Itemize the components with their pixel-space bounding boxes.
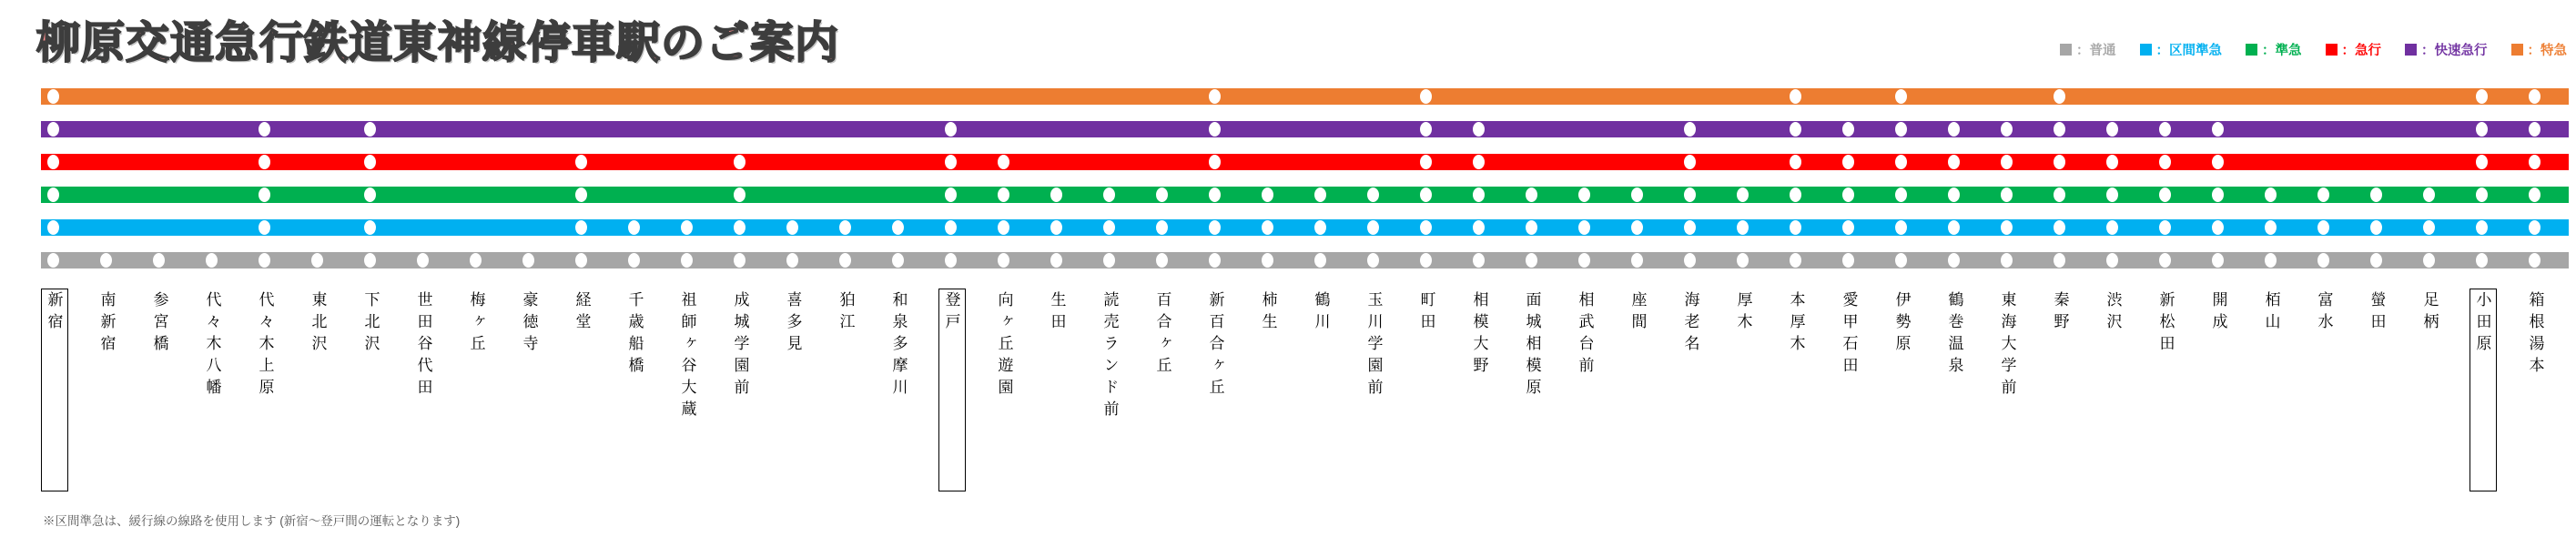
station-label: 箱根湯本 (2526, 291, 2544, 379)
station-stop-dot (1790, 220, 1801, 235)
station-stop-dot (1473, 253, 1485, 268)
station-stop-dot (2001, 220, 2013, 235)
station-stop-dot (1948, 155, 1960, 169)
station-label: 生田 (1048, 291, 1066, 335)
station-stop-dot (2265, 253, 2277, 268)
station-stop-dot (1895, 89, 1907, 104)
station-label: 栢山 (2262, 291, 2280, 335)
station-label: 千歳船橋 (625, 291, 644, 379)
station-stop-dot (2212, 220, 2224, 235)
station-stop-dot (2529, 187, 2541, 202)
station-label: 秦野 (2051, 291, 2069, 335)
station-stop-dot (1209, 89, 1221, 104)
station-stop-dot (628, 220, 640, 235)
station-stop-dot (1948, 122, 1960, 137)
station-label: 新松田 (2156, 291, 2175, 357)
legend-label: ：区間準急 (2155, 44, 2222, 58)
station-stop-dot (2106, 187, 2118, 202)
station-stop-dot (2529, 155, 2541, 169)
station-stop-dot (259, 122, 270, 137)
station-stop-dot (1473, 155, 1485, 169)
station-stop-dot (1526, 253, 1537, 268)
station-stop-dot (1790, 155, 1801, 169)
station-stop-dot (1684, 220, 1696, 235)
station-stop-dot (2265, 220, 2277, 235)
station-stop-dot (1790, 122, 1801, 137)
station-stop-dot (2317, 187, 2329, 202)
legend-label: ：準急 (2262, 44, 2302, 58)
station-stop-dot (153, 253, 165, 268)
station-stop-dot (786, 220, 798, 235)
legend-color-swatch (2140, 44, 2152, 56)
station-stop-dot (1420, 122, 1432, 137)
station-stop-dot (2159, 220, 2171, 235)
station-stop-dot (2529, 220, 2541, 235)
station-stop-dot (259, 253, 270, 268)
station-label: 愛甲石田 (1840, 291, 1858, 379)
station-stop-dot (417, 253, 429, 268)
station-stop-dot (998, 220, 1009, 235)
station-label: 玉川学園前 (1364, 291, 1383, 400)
legend-color-swatch (2246, 44, 2257, 56)
station-stop-dot (2106, 155, 2118, 169)
station-stop-dot (839, 253, 851, 268)
station-stop-dot (364, 187, 376, 202)
station-stop-dot (575, 220, 587, 235)
station-stop-dot (1156, 253, 1168, 268)
legend-color-swatch (2511, 44, 2523, 56)
service-line (41, 88, 2569, 105)
station-stop-dot (2159, 155, 2171, 169)
station-label: 開成 (2209, 291, 2227, 335)
station-stop-dot (734, 253, 745, 268)
station-label: 本厚木 (1787, 291, 1805, 357)
station-stop-dot (2476, 187, 2488, 202)
station-stop-dot (1420, 187, 1432, 202)
station-stop-dot (2001, 253, 2013, 268)
station-label: 向ヶ丘遊園 (995, 291, 1013, 400)
station-stop-dot (2106, 220, 2118, 235)
station-label: 参宮橋 (150, 291, 168, 357)
station-stop-dot (734, 220, 745, 235)
station-stop-dot (892, 220, 904, 235)
station-stop-dot (2001, 122, 2013, 137)
station-stop-dot (259, 220, 270, 235)
station-stop-dot (259, 155, 270, 169)
station-stop-dot (628, 253, 640, 268)
station-label: 梅ヶ丘 (467, 291, 485, 357)
station-stop-dot (2370, 253, 2382, 268)
station-stop-dot (681, 253, 693, 268)
station-stop-dot (1578, 187, 1590, 202)
station-stop-dot (2106, 122, 2118, 137)
service-line (41, 187, 2569, 203)
station-label: 下北沢 (361, 291, 380, 357)
station-label: 和泉多摩川 (889, 291, 908, 400)
station-label: 百合ヶ丘 (1153, 291, 1171, 379)
station-stop-dot (47, 187, 59, 202)
station-stop-dot (47, 220, 59, 235)
station-stop-dot (259, 187, 270, 202)
legend-label: ：快速急行 (2421, 44, 2488, 58)
station-stop-dot (2529, 253, 2541, 268)
station-label: 相模大野 (1470, 291, 1488, 379)
station-label: 東北沢 (309, 291, 327, 357)
station-stop-dot (575, 187, 587, 202)
station-stop-dot (2529, 89, 2541, 104)
station-stop-dot (1156, 187, 1168, 202)
station-label: 足柄 (2420, 291, 2439, 335)
station-stop-dot (364, 220, 376, 235)
station-label: 鶴川 (1312, 291, 1330, 335)
legend-item (2060, 40, 2116, 59)
station-stop-dot (1420, 89, 1432, 104)
station-stop-dot (2212, 253, 2224, 268)
station-stop-dot (945, 187, 957, 202)
station-stop-dot (945, 155, 957, 169)
station-stop-dot (998, 187, 1009, 202)
station-label: 代々木上原 (256, 291, 274, 400)
station-stop-dot (2212, 122, 2224, 137)
station-stop-dot (892, 253, 904, 268)
station-stop-dot (1209, 253, 1221, 268)
station-label: 狛江 (837, 291, 855, 335)
station-stop-dot (1737, 253, 1749, 268)
station-stop-dot (1737, 187, 1749, 202)
station-stop-dot (1314, 220, 1326, 235)
station-stop-dot (575, 155, 587, 169)
station-stop-dot (1420, 253, 1432, 268)
station-label: 小田原 (2473, 291, 2491, 357)
station-label: 面城相模原 (1523, 291, 1541, 400)
station-stop-dot (1526, 187, 1537, 202)
station-stop-dot (1050, 253, 1062, 268)
station-stop-dot (1473, 122, 1485, 137)
station-label: 代々木八幡 (203, 291, 221, 400)
station-stop-dot (100, 253, 112, 268)
legend-color-swatch (2326, 44, 2338, 56)
station-stop-dot (1103, 187, 1115, 202)
station-stop-dot (1209, 122, 1221, 137)
station-stop-dot (1314, 187, 1326, 202)
station-label: 富水 (2315, 291, 2333, 335)
station-stop-dot (2317, 220, 2329, 235)
station-label: 座間 (1628, 291, 1647, 335)
station-label: 伊勢原 (1892, 291, 1911, 357)
station-stop-dot (1367, 220, 1379, 235)
station-stop-dot (1895, 187, 1907, 202)
station-stop-dot (681, 220, 693, 235)
station-stop-dot (1895, 155, 1907, 169)
page-title: 柳原交通急行鉄道東神線停車駅のご案内 (36, 19, 840, 67)
station-stop-dot (1895, 220, 1907, 235)
station-stop-dot (2001, 187, 2013, 202)
service-line (41, 219, 2569, 236)
station-stop-dot (1314, 253, 1326, 268)
station-stop-dot (786, 253, 798, 268)
service-line (41, 121, 2569, 137)
station-stop-dot (734, 187, 745, 202)
station-stop-dot (1209, 220, 1221, 235)
station-stop-dot (1842, 122, 1854, 137)
station-stop-dot (2370, 220, 2382, 235)
station-stop-dot (364, 155, 376, 169)
station-stop-dot (2212, 155, 2224, 169)
station-stop-dot (1948, 253, 1960, 268)
footnote: ※区間準急は、緩行線の線路を使用します (新宿〜登戸間の運転となります) (43, 514, 461, 528)
station-label: 鶴巻温泉 (1945, 291, 1963, 379)
station-stop-dot (2423, 220, 2435, 235)
station-stop-dot (2054, 89, 2065, 104)
legend-item (2140, 40, 2223, 59)
legend-item (2511, 40, 2568, 59)
station-stop-dot (1631, 253, 1643, 268)
station-stop-dot (1842, 187, 1854, 202)
station-stop-dot (1367, 187, 1379, 202)
station-stop-dot (1895, 253, 1907, 268)
station-stop-dot (1631, 187, 1643, 202)
station-stop-dot (2054, 220, 2065, 235)
station-stop-dot (1050, 187, 1062, 202)
station-stop-dot (2529, 122, 2541, 137)
station-stop-dot (945, 220, 957, 235)
legend (2060, 40, 2567, 59)
station-stop-dot (1948, 187, 1960, 202)
station-label: 登戸 (942, 291, 960, 335)
legend-label: ：特急 (2527, 44, 2567, 58)
station-stop-dot (2212, 187, 2224, 202)
station-stop-dot (1684, 253, 1696, 268)
station-stop-dot (2423, 253, 2435, 268)
station-stop-dot (2159, 253, 2171, 268)
station-stop-dot (1103, 220, 1115, 235)
station-label: 新百合ヶ丘 (1206, 291, 1224, 400)
station-stop-dot (2106, 253, 2118, 268)
station-label: 祖師ヶ谷大蔵 (678, 291, 696, 422)
station-stop-dot (364, 122, 376, 137)
station-stop-dot (1790, 187, 1801, 202)
station-stop-dot (2054, 155, 2065, 169)
station-label: 世田谷代田 (414, 291, 432, 400)
station-stop-dot (1948, 220, 1960, 235)
legend-color-swatch (2405, 44, 2417, 56)
station-stop-dot (47, 89, 59, 104)
station-label: 海老名 (1681, 291, 1699, 357)
station-stop-dot (2370, 187, 2382, 202)
station-stop-dot (2476, 155, 2488, 169)
station-stop-dot (1262, 220, 1273, 235)
station-stop-dot (1420, 220, 1432, 235)
legend-color-swatch (2060, 44, 2072, 56)
station-stop-dot (2159, 187, 2171, 202)
station-label: 町田 (1417, 291, 1435, 335)
station-stop-dot (2001, 155, 2013, 169)
station-stop-dot (1842, 155, 1854, 169)
station-stop-dot (364, 253, 376, 268)
station-stop-dot (2476, 122, 2488, 137)
station-stop-dot (1209, 187, 1221, 202)
station-stop-dot (2476, 220, 2488, 235)
station-label: 相武台前 (1576, 291, 1594, 379)
station-stop-dot (1737, 220, 1749, 235)
station-label: 南新宿 (97, 291, 116, 357)
station-stop-dot (2265, 187, 2277, 202)
legend-item (2246, 40, 2302, 59)
station-label: 新宿 (45, 291, 63, 335)
legend-label: ：急行 (2341, 44, 2381, 58)
station-stop-dot (945, 122, 957, 137)
station-stop-dot (47, 253, 59, 268)
station-stop-dot (1526, 220, 1537, 235)
station-stop-dot (1262, 253, 1273, 268)
station-stop-dot (2054, 122, 2065, 137)
station-stop-dot (311, 253, 323, 268)
station-stop-dot (1262, 187, 1273, 202)
station-stop-dot (1842, 220, 1854, 235)
station-stop-dot (998, 253, 1009, 268)
station-label: 渋沢 (2104, 291, 2122, 335)
station-stop-dot (575, 253, 587, 268)
station-stop-dot (47, 122, 59, 137)
station-stop-dot (522, 253, 534, 268)
station-stop-dot (2476, 89, 2488, 104)
station-stop-dot (1895, 122, 1907, 137)
station-label: 経堂 (573, 291, 591, 335)
legend-item (2405, 40, 2488, 59)
station-stop-dot (2476, 253, 2488, 268)
station-stop-dot (47, 155, 59, 169)
station-stop-dot (1578, 220, 1590, 235)
station-stop-dot (1103, 253, 1115, 268)
station-label: 豪徳寺 (520, 291, 538, 357)
station-stop-dot (1684, 122, 1696, 137)
station-label: 厚木 (1734, 291, 1752, 335)
legend-item (2326, 40, 2382, 59)
station-stop-dot (1473, 187, 1485, 202)
station-stop-dot (998, 155, 1009, 169)
station-stop-dot (470, 253, 482, 268)
station-stop-dot (1156, 220, 1168, 235)
station-stop-dot (734, 155, 745, 169)
station-stop-dot (1631, 220, 1643, 235)
station-label: 柿生 (1259, 291, 1277, 335)
station-stop-dot (1790, 89, 1801, 104)
station-label: 読売ランド前 (1100, 291, 1119, 422)
station-stop-dot (2054, 253, 2065, 268)
station-stop-dot (1473, 220, 1485, 235)
station-stop-dot (1050, 220, 1062, 235)
station-stop-dot (1420, 155, 1432, 169)
station-label: 喜多見 (784, 291, 802, 357)
station-stop-dot (1684, 155, 1696, 169)
station-stop-dot (1684, 187, 1696, 202)
station-stop-dot (2317, 253, 2329, 268)
station-stop-dot (839, 220, 851, 235)
station-label: 成城学園前 (731, 291, 749, 400)
station-stop-dot (2054, 187, 2065, 202)
station-label: 東海大学前 (1998, 291, 2016, 400)
station-stop-dot (945, 253, 957, 268)
station-stop-dot (1367, 253, 1379, 268)
station-stop-dot (206, 253, 218, 268)
station-stop-dot (1578, 253, 1590, 268)
station-stop-dot (2423, 187, 2435, 202)
station-stop-dot (1790, 253, 1801, 268)
station-stop-dot (2159, 122, 2171, 137)
service-line (41, 154, 2569, 170)
station-stop-dot (1842, 253, 1854, 268)
station-stop-dot (1209, 155, 1221, 169)
station-label: 螢田 (2368, 291, 2386, 335)
legend-label: ：普通 (2076, 44, 2116, 58)
